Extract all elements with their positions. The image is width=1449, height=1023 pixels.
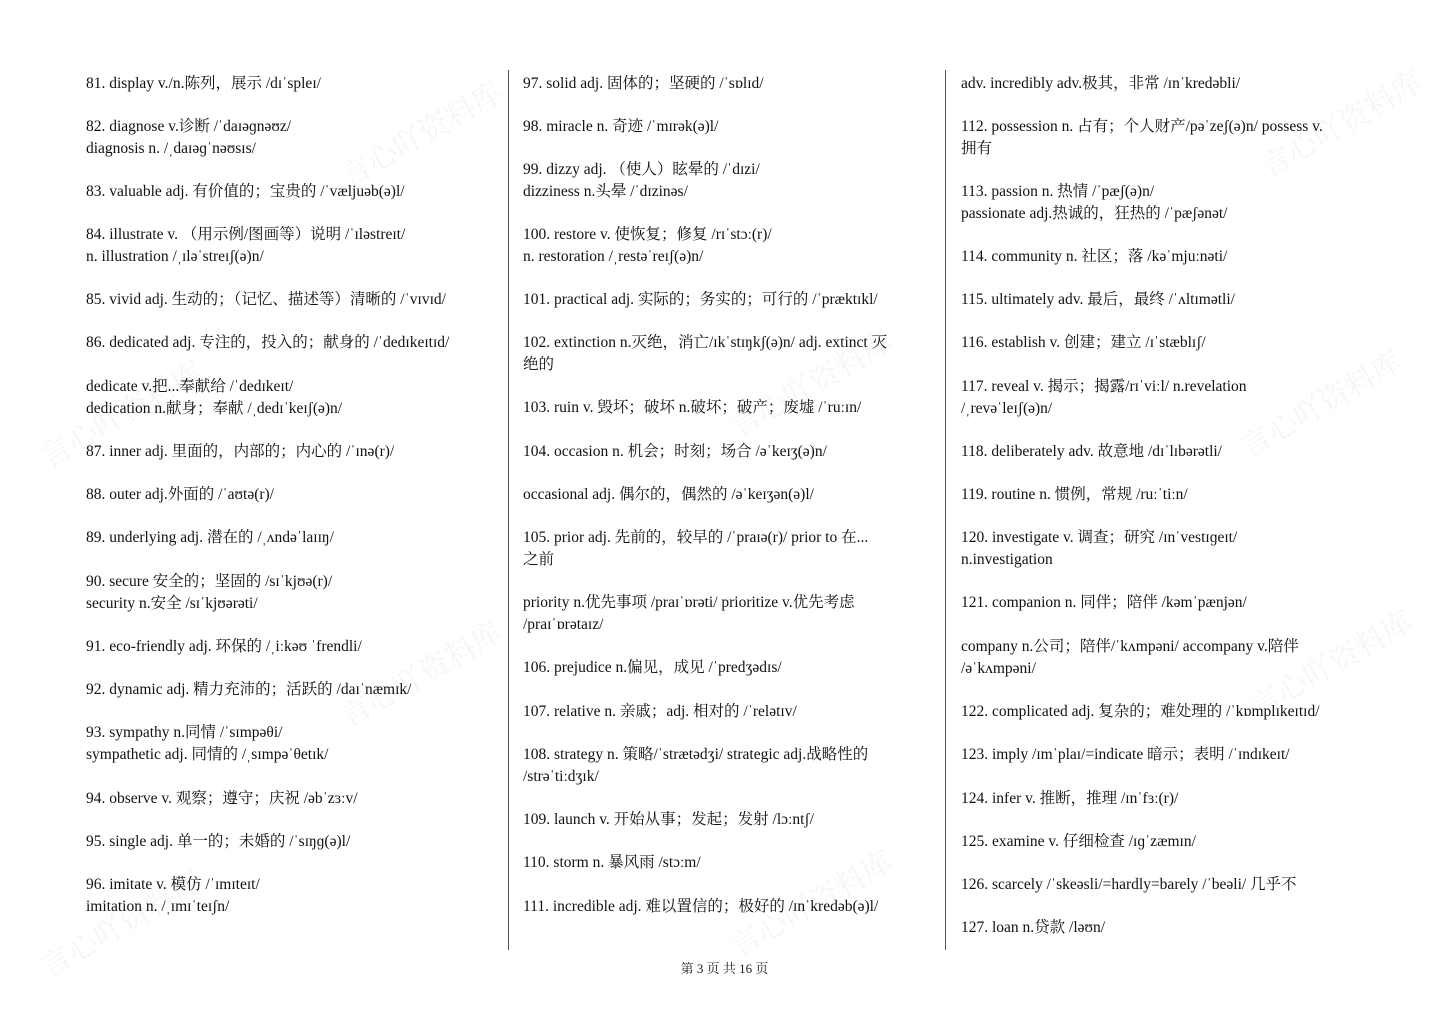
- vocab-line: adv. incredibly adv.极其，非常 /ɪnˈkredəbli/: [961, 75, 1241, 92]
- column-divider: [945, 70, 946, 950]
- vocab-line: dedication n.献身；奉献 /ˌdedɪˈkeɪʃ(ə)n/: [86, 400, 343, 417]
- vocab-line: 125. examine v. 仔细检查 /ɪɡˈzæmɪn/: [961, 833, 1196, 850]
- vocab-line: 117. reveal v. 揭示；揭露/rɪˈviːl/ n.revelation: [961, 378, 1247, 395]
- vocab-line: 100. restore v. 使恢复；修复 /rɪˈstɔː(r)/: [523, 226, 772, 243]
- vocab-line: 101. practical adj. 实际的；务实的；可行的 /ˈpræktɪkl/: [523, 291, 878, 308]
- vocab-line: priority n.优先事项 /praɪˈɒrəti/ prioritize v.优先考虑: [523, 594, 855, 611]
- vocab-line: 拥有: [961, 140, 993, 157]
- vocab-line: 91. eco-friendly adj. 环保的 /ˌiːkəʊ ˈfrendli/: [86, 638, 362, 655]
- vocab-line: company n.公司；陪伴/ˈkʌmpəni/ accompany v.陪伴: [961, 638, 1299, 655]
- vocab-line: 104. occasion n. 机会；时刻；场合 /əˈkeɪʒ(ə)n/: [523, 443, 827, 460]
- vocab-line: diagnosis n. /ˌdaɪəɡˈnəʊsɪs/: [86, 140, 256, 157]
- vocab-line: /ˌrevəˈleɪʃ(ə)n/: [961, 400, 1053, 417]
- vocab-line: /praɪˈɒrətaɪz/: [523, 616, 604, 633]
- vocab-line: 93. sympathy n.同情 /ˈsɪmpəθi/: [86, 724, 283, 741]
- vocab-line: 123. imply /ɪmˈplaɪ/=indicate 暗示；表明 /ˈɪndɪkeɪt/: [961, 746, 1290, 763]
- vocab-line: /strəˈtiːdʒɪk/: [523, 768, 599, 785]
- vocab-line: dizziness n.头晕 /ˈdɪzinəs/: [523, 183, 688, 200]
- column-divider: [508, 70, 509, 950]
- vocab-line: 之前: [523, 551, 555, 568]
- vocab-line: /əˈkʌmpəni/: [961, 660, 1036, 677]
- vocab-line: 111. incredible adj. 难以置信的；极好的 /ɪnˈkredəb(ə)l/: [523, 898, 879, 915]
- vocab-line: n.investigation: [961, 551, 1053, 568]
- vocab-line: 85. vivid adj. 生动的；（记忆、描述等）清晰的 /ˈvɪvɪd/: [86, 291, 446, 308]
- watermark: [331, 608, 509, 736]
- vocab-line: n. restoration /ˌrestəˈreɪʃ(ə)n/: [523, 248, 704, 265]
- vocab-line: 103. ruin v. 毁坏；破坏 n.破坏；破产；废墟 /ˈruːɪn/: [523, 399, 862, 416]
- vocab-line: sympathetic adj. 同情的 /ˌsɪmpəˈθetɪk/: [86, 746, 329, 763]
- vocab-line: 95. single adj. 单一的；未婚的 /ˈsɪŋɡ(ə)l/: [86, 833, 351, 850]
- vocab-line: 84. illustrate v. （用示例/图画等）说明 /ˈɪləstreɪt/: [86, 226, 406, 243]
- vocab-line: 122. complicated adj. 复杂的；难处理的 /ˈkɒmplɪkeɪtɪd/: [961, 703, 1320, 720]
- vocab-line: 120. investigate v. 调查；研究 /ɪnˈvestɪɡeɪt/: [961, 529, 1238, 546]
- vocab-line: n. illustration /ˌɪləˈstreɪʃ(ə)n/: [86, 248, 264, 265]
- vocab-line: 81. display v./n.陈列，展示 /dɪˈspleɪ/: [86, 75, 321, 92]
- vocab-line: 112. possession n. 占有；个人财产/pəˈzeʃ(ə)n/ possess v.: [961, 118, 1323, 135]
- vocab-line: 126. scarcely /ˈskeəsli/=hardly=barely /ˈbeəli/ 几乎不: [961, 876, 1297, 893]
- vocab-line: dedicate v.把...奉献给 /ˈdedɪkeɪt/: [86, 378, 294, 395]
- vocab-line: 115. ultimately adv. 最后，最终 /ˈʌltɪmətli/: [961, 291, 1235, 308]
- vocab-line: 89. underlying adj. 潜在的 /ˌʌndəˈlaɪɪŋ/: [86, 529, 334, 546]
- vocab-line: 87. inner adj. 里面的，内部的；内心的 /ˈɪnə(r)/: [86, 443, 395, 460]
- vocab-line: 96. imitate v. 模仿 /ˈɪmɪteɪt/: [86, 876, 260, 893]
- vocab-line: 88. outer adj.外面的 /ˈaʊtə(r)/: [86, 486, 274, 503]
- vocab-line: 83. valuable adj. 有价值的；宝贵的 /ˈvæljuəb(ə)l/: [86, 183, 405, 200]
- vocab-line: 90. secure 安全的；坚固的 /sɪˈkjʊə(r)/: [86, 573, 333, 590]
- vocab-line: 116. establish v. 创建；建立 /ɪˈstæblɪʃ/: [961, 334, 1206, 351]
- vocab-line: 108. strategy n. 策略/ˈstrætədʒi/ strategic adj.战略性的: [523, 746, 869, 763]
- vocab-line: 118. deliberately adv. 故意地 /dɪˈlɪbərətli/: [961, 443, 1222, 460]
- vocab-line: 106. prejudice n.偏见，成见 /ˈpredʒədɪs/: [523, 659, 782, 676]
- vocab-line: 98. miracle n. 奇迹 /ˈmɪrək(ə)l/: [523, 118, 719, 135]
- vocab-line: 107. relative n. 亲戚；adj. 相对的 /ˈrelətɪv/: [523, 703, 797, 720]
- vocab-line: 127. loan n.贷款 /ləʊn/: [961, 919, 1106, 936]
- vocab-line: 绝的: [523, 356, 555, 373]
- vocab-line: 110. storm n. 暴风雨 /stɔːm/: [523, 854, 701, 871]
- vocab-line: 97. solid adj. 固体的；坚硬的 /ˈsɒlɪd/: [523, 75, 764, 92]
- vocab-line: passionate adj.热诚的，狂热的 /ˈpæʃənət/: [961, 205, 1228, 222]
- vocab-line: 121. companion n. 同伴；陪伴 /kəmˈpænjən/: [961, 594, 1247, 611]
- vocab-line: 94. observe v. 观察；遵守；庆祝 /əbˈzɜːv/: [86, 790, 358, 807]
- vocab-line: 86. dedicated adj. 专注的，投入的；献身的 /ˈdedɪkeɪtɪd/: [86, 334, 450, 351]
- page-number-footer: 第 3 页 共 16 页: [680, 961, 769, 976]
- vocab-line: imitation n. /ˌɪmɪˈteɪʃn/: [86, 898, 230, 915]
- vocab-line: 92. dynamic adj. 精力充沛的；活跃的 /daɪˈnæmɪk/: [86, 681, 412, 698]
- vocab-line: occasional adj. 偶尔的，偶然的 /əˈkeɪʒən(ə)l/: [523, 486, 814, 503]
- vocab-line: 119. routine n. 惯例，常规 /ruːˈtiːn/: [961, 486, 1188, 503]
- vocab-line: 109. launch v. 开始从事；发起；发射 /lɔːntʃ/: [523, 811, 814, 828]
- vocab-line: 114. community n. 社区；落 /kəˈmjuːnəti/: [961, 248, 1228, 265]
- vocab-line: 113. passion n. 热情 /ˈpæʃ(ə)n/: [961, 183, 1155, 200]
- vocab-line: 102. extinction n.灭绝，消亡/ɪkˈstɪŋkʃ(ə)n/ adj. extinct 灭: [523, 334, 888, 351]
- vocab-line: 105. prior adj. 先前的，较早的 /ˈpraɪə(r)/ prior to 在...: [523, 529, 869, 546]
- vocab-line: 99. dizzy adj. （使人）眩晕的 /ˈdɪzi/: [523, 161, 760, 178]
- vocab-line: 82. diagnose v.诊断 /ˈdaɪəɡnəʊz/: [86, 118, 292, 135]
- vocab-line: 124. infer v. 推断，推理 /ɪnˈfɜː(r)/: [961, 790, 1179, 807]
- vocab-line: security n.安全 /sɪˈkjʊərəti/: [86, 595, 258, 612]
